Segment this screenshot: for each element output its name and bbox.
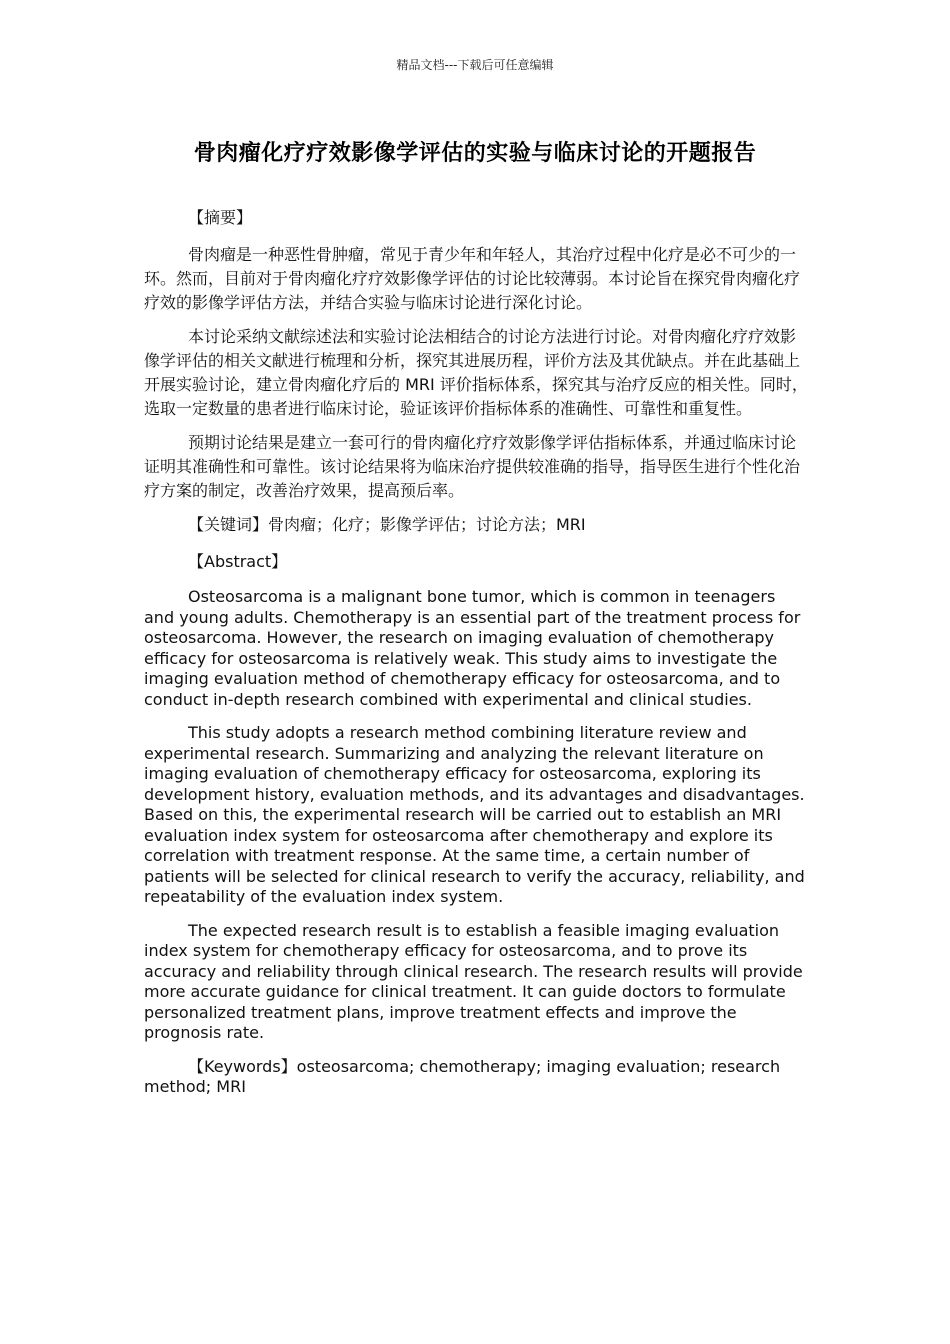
keywords-zh: 【关键词】骨肉瘤；化疗；影像学评估；讨论方法；MRI: [188, 515, 586, 534]
en-paragraph-3: The expected research result is to establish a feasible imaging evaluation index system for chemotherapy efficacy for osteosarcoma, and to prove its accuracy and reliability through clinical research. The research results will provide more accurate guidance for clinical treatment. It can guide doctors to formulate personalized treatment plans, improve treatment effects and improve the prognosis rate.: [144, 920, 803, 1042]
zh-paragraph-3: 预期讨论结果是建立一套可行的骨肉瘤化疗疗效影像学评估指标体系，并通过临床讨论证明其准确性和可靠性。该讨论结果将为临床治疗提供较准确的指导，指导医生进行个性化治疗方案的制定，改善治疗效果，提高预后率。: [144, 433, 801, 500]
document-body: [144, 206, 808, 1111]
zh-paragraph-1: 骨肉瘤是一种恶性骨肿瘤，常见于青少年和年轻人，其治疗过程中化疗是必不可少的一环。然而，目前对于骨肉瘤化疗疗效影像学评估的讨论比较薄弱。本讨论旨在探究骨肉瘤化疗疗效的影像学评估方法，并结合实验与临床讨论进行深化讨论。: [144, 245, 801, 312]
en-paragraph-1: Osteosarcoma is a malignant bone tumor, which is common in teenagers and young adults. Chemotherapy is an essential part of the treatment process for osteosarcoma. However, the research on imaging evaluation of chemotherapy efficacy for osteosarcoma is relatively weak. This study aims to investigate the imaging evaluation method of chemotherapy efficacy for osteosarcoma, and to conduct in-depth research combined with experimental and clinical studies.: [144, 587, 801, 709]
document-title: 骨肉瘤化疗疗效影像学评估的实验与临床讨论的开题报告: [193, 141, 757, 166]
zh-paragraph-2: 本讨论采纳文献综述法和实验讨论法相结合的讨论方法进行讨论。对骨肉瘤化疗疗效影像学评估的相关文献进行梳理和分析，探究其进展历程，评价方法及其优缺点。并在此基础上开展实验讨论，建立骨肉瘤化疗后的 MRI 评价指标体系，探究其与治疗反应的相关性。同时，选取一定数量的患者进行临床讨论，验证该评价指标体系的准确性、可靠性和重复性。: [144, 327, 808, 418]
en-paragraph-2: This study adopts a research method combining literature review and experimental research. Summarizing and analyzing the relevant literature on imaging evaluation of chemotherapy efficacy for osteosarcoma, exploring its development history, evaluation methods, and its advantages and disadvantages. Based on this, the experimental research will be carried out to establish an MRI evaluation index system for osteosarcoma after chemotherapy and explore its correlation with treatment response. At the same time, a certain number of patients will be selected for clinical research to verify the accuracy, reliability, and repeatability of the evaluation index system.: [144, 723, 805, 906]
keywords-en: 【Keywords】osteosarcoma; chemotherapy; imaging evaluation; research method; MRI: [144, 1056, 781, 1096]
abstract-label-en: 【Abstract】: [188, 552, 288, 571]
header-note: 精品文档---下载后可任意编辑: [396, 58, 554, 72]
abstract-label-zh: 【摘要】: [188, 208, 253, 227]
